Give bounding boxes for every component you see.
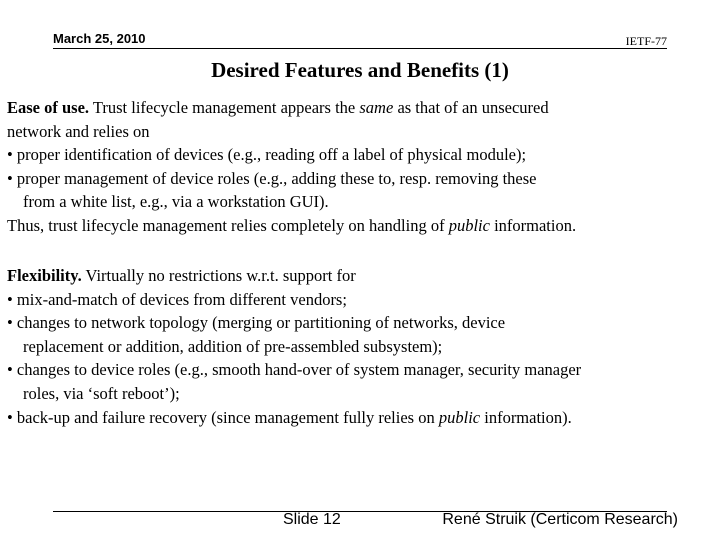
slide-title: Desired Features and Benefits (1) — [211, 58, 509, 82]
flex-bullet-3-cont: roles, via ‘soft reboot’); — [23, 383, 180, 403]
flexibility-section — [7, 264, 712, 429]
ease-intro-b: as that of an unsecured — [393, 98, 549, 117]
header-rule — [53, 48, 667, 49]
footer-author: René Struik (Certicom Research) — [442, 511, 678, 528]
flex-bullet-2-cont: replacement or addition, addition of pre-assembled subsystem); — [23, 336, 443, 356]
flex-heading: Flexibility. — [7, 266, 82, 285]
flex-intro-line — [7, 264, 712, 288]
ease-thus-em: public — [448, 215, 490, 235]
flex-bullet-4-a: • back-up and failure recovery (since management fully relies on — [7, 407, 439, 427]
ease-bullet-1: • proper identification of devices (e.g., reading off a label of physical module); — [7, 145, 527, 165]
ease-intro-a: Trust lifecycle management appears the — [89, 98, 360, 117]
ease-bullet-2: • proper management of device roles (e.g., adding these to, resp. removing these — [7, 168, 537, 188]
ease-thus-line — [7, 214, 712, 238]
header-doc-id: IETF-77 — [625, 34, 667, 48]
flex-bullet-2: • changes to network topology (merging or partitioning of networks, device — [7, 313, 506, 333]
ease-heading: Ease of use. — [7, 98, 90, 117]
ease-intro-line — [7, 96, 712, 120]
header-date: March 25, 2010 — [53, 31, 146, 46]
flex-bullet-4-b: information). — [480, 407, 572, 427]
ease-thus-b: information. — [489, 215, 577, 235]
flex-bullet-4 — [7, 406, 712, 430]
ease-thus-a: Thus, trust lifecycle management relies completely on handling of — [7, 215, 449, 235]
flex-bullet-1: • mix-and-match of devices from different vendors; — [7, 289, 347, 309]
ease-intro-em: same — [359, 98, 394, 117]
footer-slide-number: Slide 12 — [283, 511, 341, 528]
flex-bullet-4-em: public — [438, 407, 481, 427]
ease-bullet-2-cont: from a white list, e.g., via a workstation GUI). — [23, 192, 329, 212]
ease-of-use-section — [7, 96, 712, 238]
ease-intro-line2: network and relies on — [7, 121, 150, 141]
flex-intro: Virtually no restrictions w.r.t. support for — [81, 266, 356, 285]
flex-bullet-3: • changes to device roles (e.g., smooth hand-over of system manager, security manager — [7, 360, 582, 380]
